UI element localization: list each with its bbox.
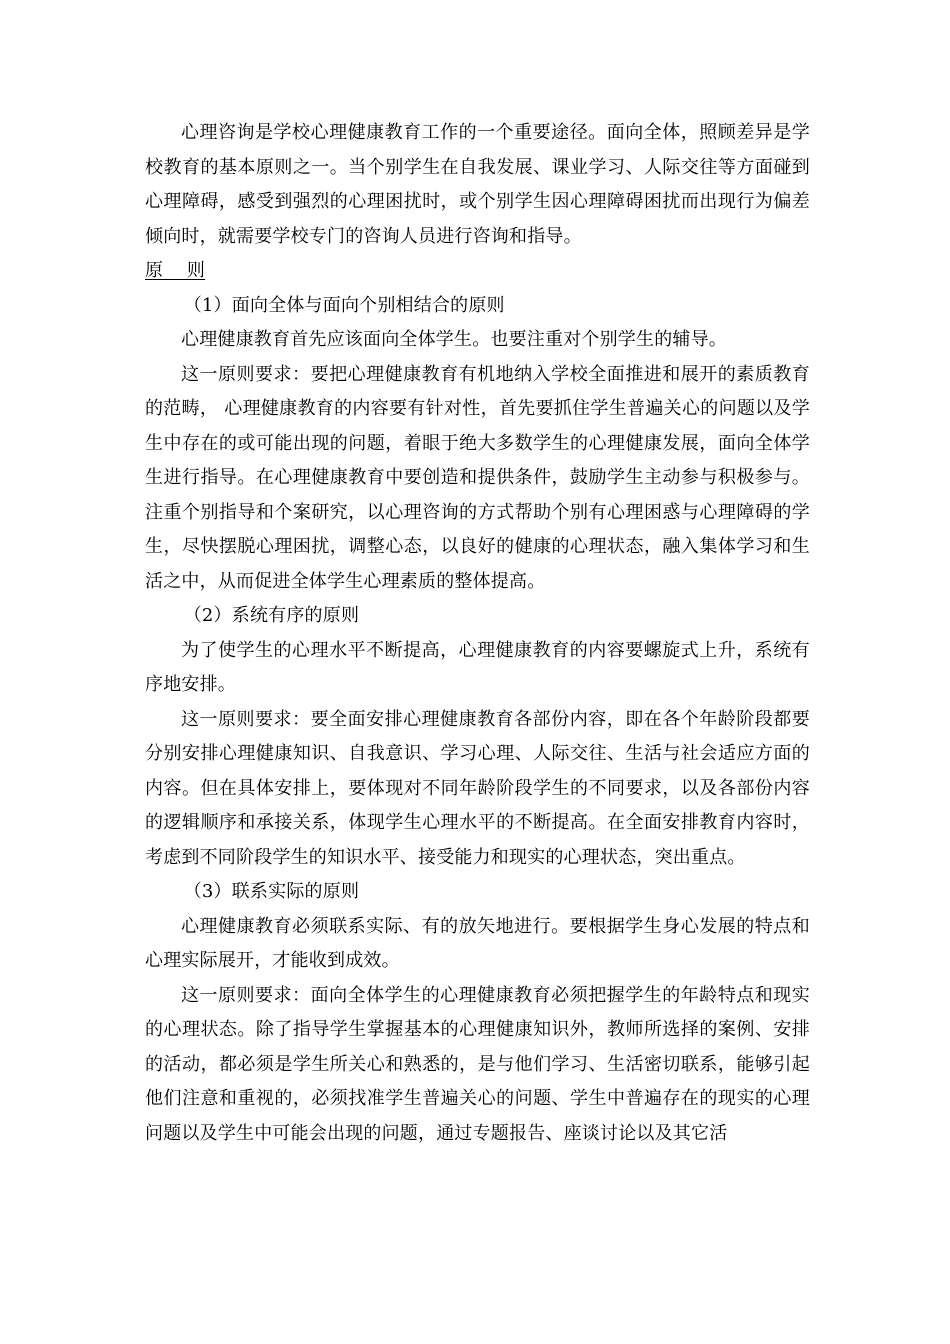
principle2-title: （2）系统有序的原则	[183, 605, 360, 626]
principle3-title: （3）联系实际的原则	[183, 881, 360, 902]
intro-paragraph: 心理咨询是学校心理健康教育工作的一个重要途径。面向全体，照顾差异是学校教育的基本原则之一。当个别学生在自我发展、课业学习、人际交往等方面碰到心理障碍，感受到强烈的心理困扰时，或个别学生因心理障碍困扰而出现行为偏差倾向时，就需要学校专门的咨询人员进行咨询和指导。	[145, 122, 810, 247]
principle2-paragraph1: 为了使学生的心理水平不断提高，心理健康教育的内容要螺旋式上升，系统有序地安排。	[145, 639, 810, 695]
section-heading-row	[145, 254, 810, 289]
principle2-paragraph2: 这一原则要求：要全面安排心理健康教育各部份内容，即在各个年龄阶段都要分别安排心理健康知识、自我意识、学习心理、人际交往、生活与社会适应方面的内容。但在具体安排上，要体现对不同年龄阶段学生的不同要求，以及各部份内容的逻辑顺序和承接关系，体现学生心理水平的不断提高。在全面安排教育内容时，考虑到不同阶段学生的知识水平、接受能力和现实的心理状态，突出重点。	[145, 708, 810, 868]
section-heading: 原 则	[145, 260, 206, 281]
principle1-title: （1）面向全体与面向个别相结合的原则	[183, 294, 505, 316]
principle3-paragraph1: 心理健康教育必须联系实际、有的放矢地进行。要根据学生身心发展的特点和心理实际展开，才能收到成效。	[145, 915, 810, 971]
document-page	[145, 116, 810, 1151]
principle1-paragraph1: 心理健康教育首先应该面向全体学生。也要注重对个别学生的辅导。	[181, 329, 727, 350]
principle1-paragraph2: 这一原则要求：要把心理健康教育有机地纳入学校全面推进和展开的素质教育的范畴， 心理健康教育的内容要有针对性，首先要抓住学生普遍关心的问题以及学生中存在的或可能出现的问题，着眼于绝大多数学生的心理健康发展，面向全体学生进行指导。在心理健康教育中要创造和提供条件，鼓励学生主动参与积极参与。注重个别指导和个案研究，以心理咨询的方式帮助个别有心理困惑与心理障碍的学生，尽快摆脱心理困扰，调整心态，以良好的健康的心理状态，融入集体学习和生活之中，从而促进全体学生心理素质的整体提高。	[145, 363, 810, 592]
principle3-paragraph2: 这一原则要求：面向全体学生的心理健康教育必须把握学生的年龄特点和现实的心理状态。除了指导学生掌握基本的心理健康知识外，教师所选择的案例、安排的活动，都必须是学生所关心和熟悉的，是与他们学习、生活密切联系，能够引起他们注意和重视的，必须找准学生普遍关心的问题、学生中普遍存在的现实的心理问题以及学生中可能会出现的问题，通过专题报告、座谈讨论以及其它活	[145, 984, 810, 1144]
